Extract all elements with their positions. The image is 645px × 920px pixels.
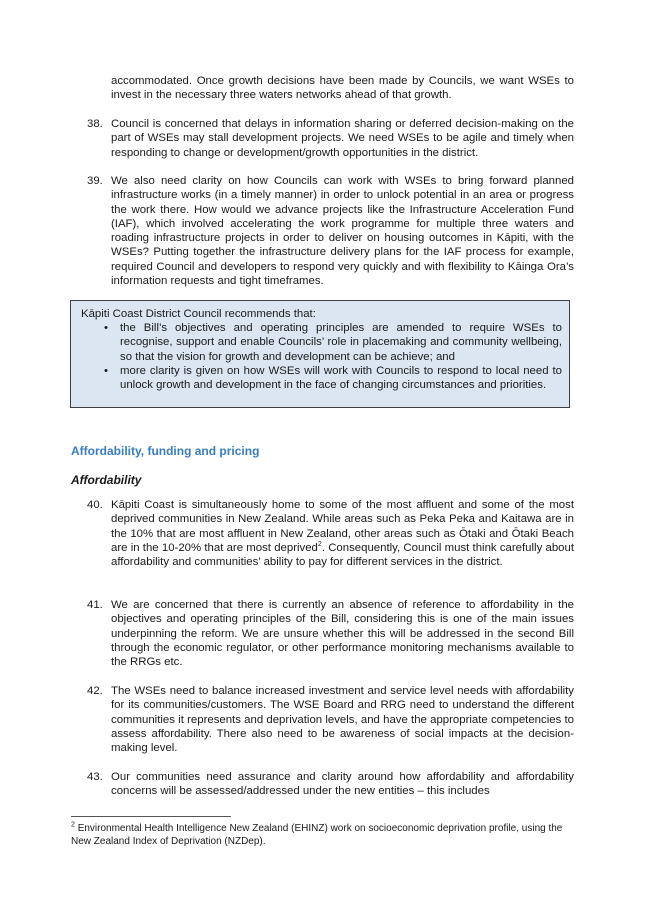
item-number-38: 38. bbox=[87, 118, 103, 130]
bullet-icon: • bbox=[104, 365, 108, 377]
continuation-paragraph: accommodated. Once growth decisions have been made by Councils, we want WSEs to invest in the necessary three waters networks ahead of that growth. bbox=[111, 75, 574, 102]
item-text-38: Council is concerned that delays in information sharing or deferred decision-making on the part of WSEs may stall development projects. We need WSEs to be agile and timely when responding to change or development/growth opportunities in the district. bbox=[111, 118, 574, 159]
item-text-39: We also need clarity on how Councils can work with WSEs to bring forward planned infrastructure works (in a timely manner) in order to unlock potential in an area or progress the work there. How would we advance projects like the Infrastructure Acceleration Fund (IAF), which involved accelerating the work programme for multiple three waters and roading infrastructure projects in order to deliver on housing outcomes in Kāpiti, with the WSEs? Putting together the infrastructure delivery plans for the IAF process for example, required Council and developers to respond very quickly and with flexibility to Kāinga Ora’s information requests and tight timeframes. bbox=[111, 175, 574, 288]
item-text-40 bbox=[111, 498, 574, 569]
footnote-text: Environmental Health Intelligence New Zealand (EHINZ) work on socioeconomic deprivation profile, using the New Zealand Index of Deprivation (NZDep). bbox=[71, 823, 563, 847]
recommendation-intro: Kāpiti Coast District Council recommends that: bbox=[81, 308, 316, 320]
item-text-41: We are concerned that there is currently an absence of reference to affordability in the objectives and operating principles of the Bill, considering this is one of the main issues underpinning the reform. We are unsure whether this will be addressed in the second Bill through the economic regulator, or other performance monitoring mechanisms available to the RRGs etc. bbox=[111, 599, 574, 669]
footnote bbox=[71, 822, 581, 848]
section-heading: Affordability, funding and pricing bbox=[71, 444, 260, 458]
item-text-40-part-2: . Consequently, Council must think carefully about affordability and communities’ ability to pay for different services in the district. bbox=[111, 541, 575, 569]
item-text-43: Our communities need assurance and clarity around how affordability and affordability concerns will be assessed/addressed under the new entities – this includes bbox=[111, 771, 574, 798]
recommendation-box bbox=[70, 300, 570, 408]
footnote-reference: 2 bbox=[317, 541, 322, 549]
item-text-40-part-1: Kāpiti Coast is simultaneously home to some of the most affluent and some of the most deprived communities in New Zealand. While areas such as Peka Peka and Kaitawa are in the 10% that are most affluent in New Zealand, other areas such as Ōtaki and Ōtaki Beach are in the 10-20% that are most deprived bbox=[111, 499, 574, 554]
recommendation-bullet-2: more clarity is given on how WSEs will work with Councils to respond to local need to unlock growth and development in the face of changing circumstances and priorities. bbox=[120, 365, 562, 392]
footnote-divider bbox=[71, 816, 231, 817]
item-number-43: 43. bbox=[87, 771, 103, 783]
bullet-icon: • bbox=[104, 322, 108, 334]
item-number-41: 41. bbox=[87, 599, 103, 611]
recommendation-bullet-1: the Bill’s objectives and operating principles are amended to require WSEs to recognise, support and enable Councils’ role in placemaking and community wellbeing, so that the vision for growth and development can be achieve; and bbox=[120, 322, 562, 363]
item-text-42: The WSEs need to balance increased investment and service level needs with affordability for its communities/customers. The WSE Board and RRG need to understand the different communities it represents and deprivation levels, and have the appropriate competencies to assess affordability. There also need to be awareness of social impacts at the decision-making level. bbox=[111, 685, 574, 755]
item-number-40: 40. bbox=[87, 499, 103, 511]
item-number-39: 39. bbox=[87, 175, 103, 187]
item-number-42: 42. bbox=[87, 685, 103, 697]
subsection-heading: Affordability bbox=[71, 473, 142, 487]
footnote-mark: 2 bbox=[71, 821, 75, 829]
